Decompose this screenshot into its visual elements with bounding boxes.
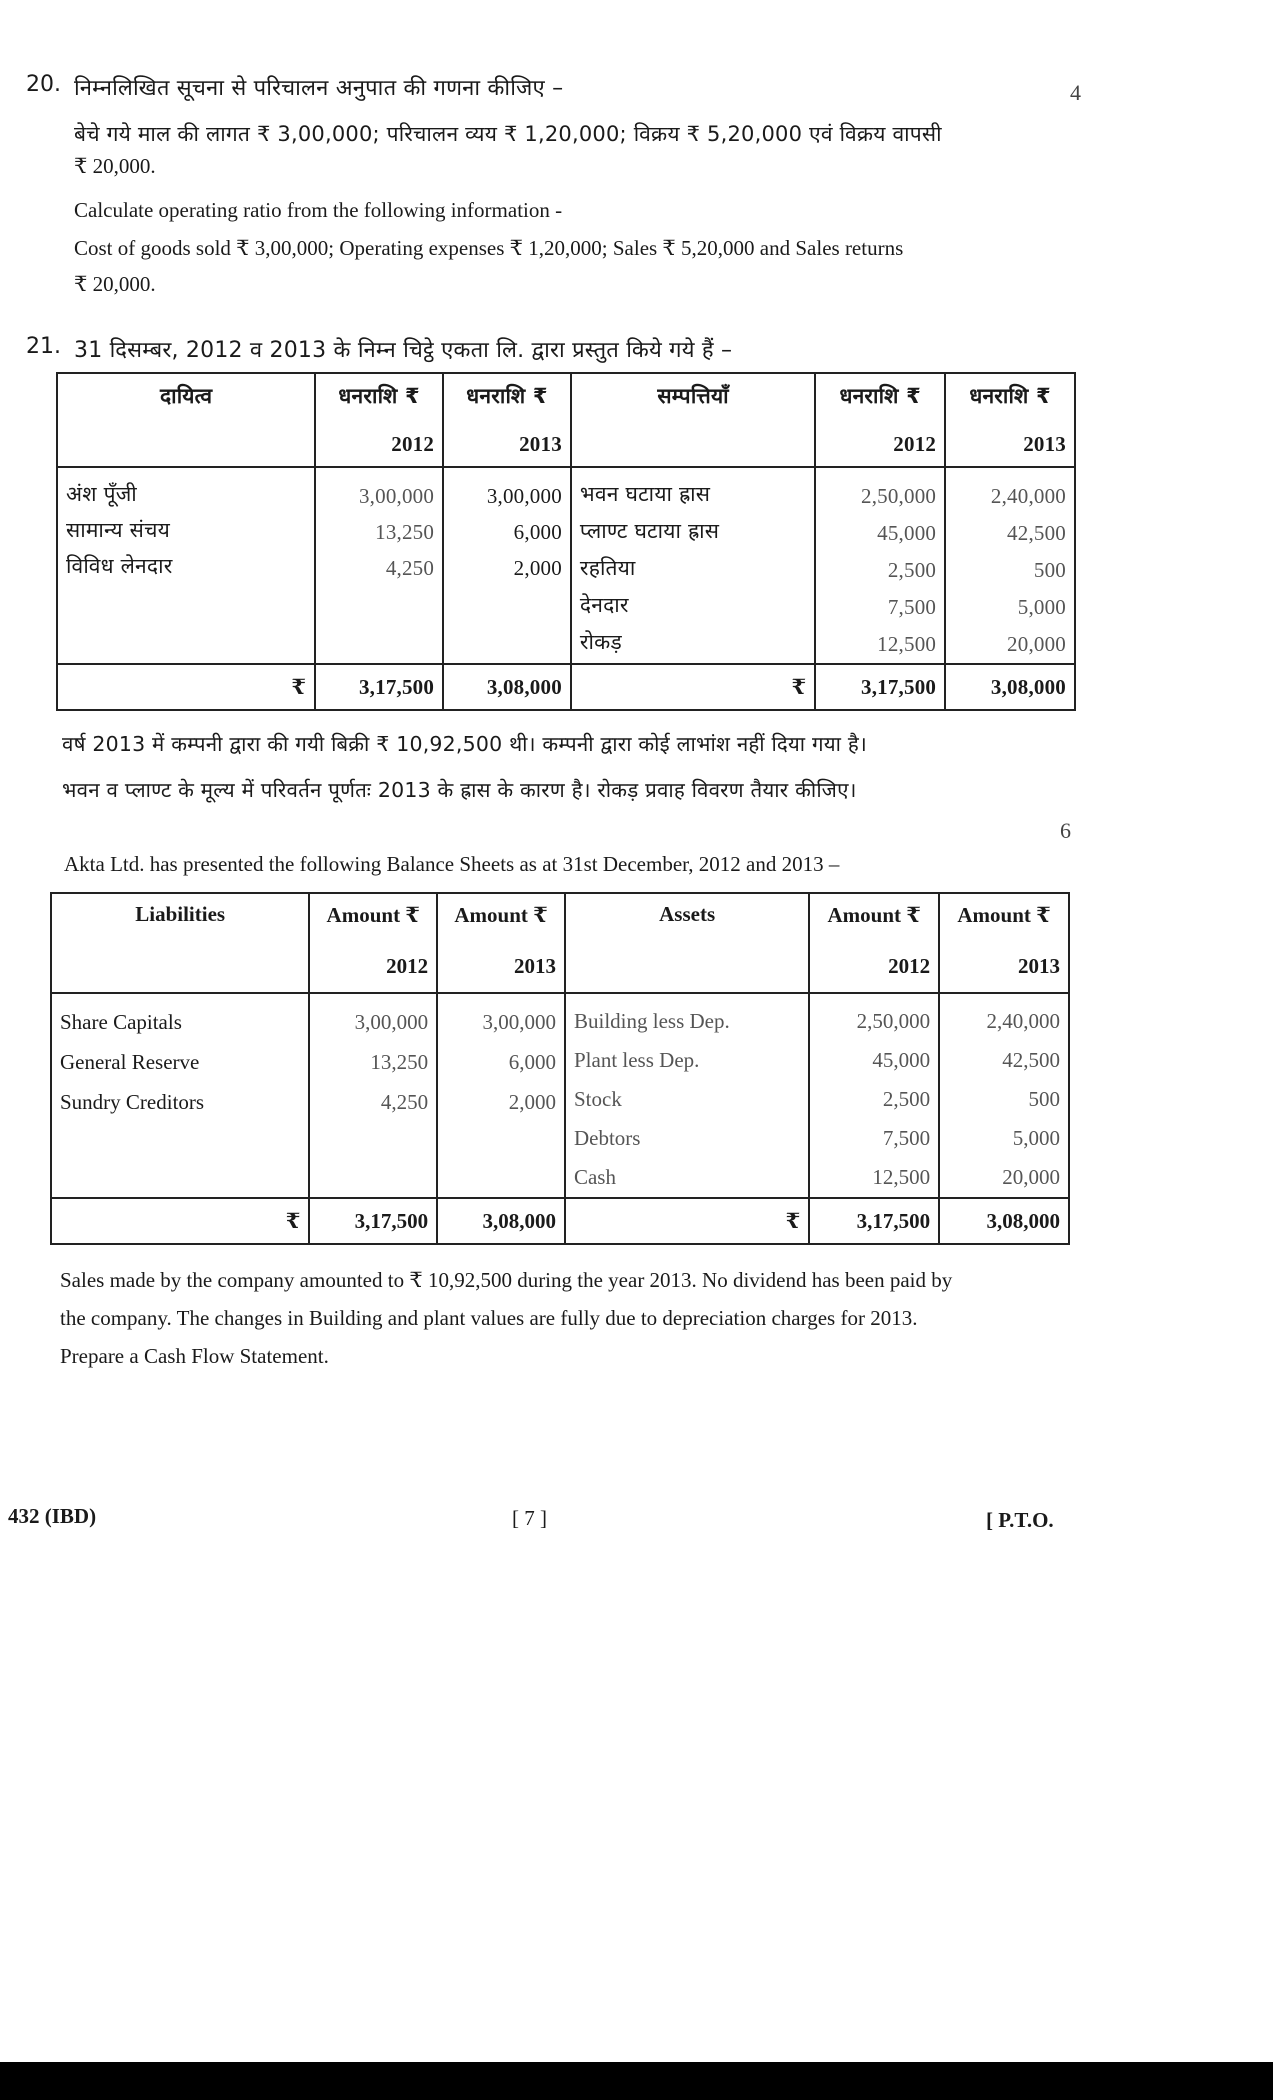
hindi-asset-2012-value: 2,50,000 bbox=[861, 484, 937, 508]
q20-english-line-1: Calculate operating ratio from the following information - bbox=[74, 198, 563, 222]
hindi-asset-item: भवन घटाया ह्रास bbox=[579, 482, 711, 506]
q21-english-paragraph-line-1: Sales made by the company amounted to ₹ 10,92,500 during the year 2013. No dividend has been paid by bbox=[60, 1268, 953, 1292]
q20-hindi-line-2: बेचे गये माल की लागत ₹ 3,00,000; परिचालन व्यय ₹ 1,20,000; विक्रय ₹ 5,20,000 एवं विक्रय वापसी bbox=[74, 122, 942, 146]
english-header-year: 2012 bbox=[386, 954, 429, 978]
hindi-asset-2012-value: 2,500 bbox=[887, 558, 937, 582]
english-header-amount: Amount ₹ bbox=[827, 903, 921, 927]
english-total-liab-2013: 3,08,000 bbox=[437, 1198, 565, 1244]
english-asset-2012-value: 2,50,000 bbox=[856, 1009, 931, 1033]
paper-code: 432 (IBD) bbox=[8, 1504, 97, 1528]
q21-english-paragraph-line-2: the company. The changes in Building and plant values are fully due to depreciation charges for 2013. bbox=[60, 1306, 918, 1330]
english-header-liabilities: Liabilities bbox=[135, 902, 226, 926]
q20-english-line-3: ₹ 20,000. bbox=[74, 272, 156, 296]
english-asset-item: Stock bbox=[573, 1087, 622, 1111]
english-total-liab-2012: 3,17,500 bbox=[309, 1198, 437, 1244]
hindi-total-rupee-symbol: ₹ bbox=[571, 664, 815, 710]
hindi-liability-2012-value: 13,250 bbox=[375, 520, 435, 544]
hindi-liability-2012-value: 3,00,000 bbox=[358, 484, 435, 508]
english-header-year: 2012 bbox=[888, 954, 931, 978]
hindi-header-year: 2012 bbox=[391, 432, 435, 456]
hindi-liability-2013-value: 2,000 bbox=[513, 556, 562, 580]
hindi-liability-item: विविध लेनदार bbox=[66, 554, 173, 578]
english-asset-2012-value: 7,500 bbox=[882, 1126, 931, 1150]
english-liability-2012-value: 4,250 bbox=[380, 1090, 429, 1114]
hindi-total-asset-2013: 3,08,000 bbox=[945, 664, 1075, 710]
english-asset-item: Debtors bbox=[573, 1126, 641, 1150]
hindi-total-rupee-symbol: ₹ bbox=[57, 664, 315, 710]
hindi-header-amount: धनराशि ₹ bbox=[969, 384, 1051, 408]
hindi-asset-2013-value: 500 bbox=[1033, 558, 1066, 582]
hindi-header-amount: धनराशि ₹ bbox=[338, 384, 420, 408]
english-header-amount: Amount ₹ bbox=[957, 903, 1051, 927]
hindi-table-header-row bbox=[57, 373, 1075, 467]
q21-english-paragraph-line-3: Prepare a Cash Flow Statement. bbox=[60, 1344, 329, 1368]
q21-hindi-paragraph-line-1: वर्ष 2013 में कम्पनी द्वारा की गयी बिक्री ₹ 10,92,500 थी। कम्पनी द्वारा कोई लाभांश नहीं दिया गया है। bbox=[62, 732, 867, 756]
english-table-header-row bbox=[51, 893, 1069, 993]
q21-hindi-intro: 31 दिसम्बर, 2012 व 2013 के निम्न चिट्ठे एकता लि. द्वारा प्रस्तुत किये गये हैं – bbox=[74, 338, 733, 363]
scan-bottom-edge bbox=[0, 2062, 1273, 2100]
hindi-asset-2012-value: 45,000 bbox=[877, 521, 937, 545]
hindi-asset-2012-value: 12,500 bbox=[877, 632, 937, 656]
english-header-assets: Assets bbox=[659, 902, 716, 926]
question-21-number: 21. bbox=[26, 334, 61, 359]
english-liability-2013-value: 2,000 bbox=[508, 1090, 556, 1114]
hindi-total-liab-2012: 3,17,500 bbox=[315, 664, 443, 710]
hindi-liability-2013-value: 6,000 bbox=[513, 520, 562, 544]
hindi-header-year: 2012 bbox=[893, 432, 937, 456]
english-table-body-row bbox=[51, 993, 1069, 1198]
hindi-liability-2012-value: 4,250 bbox=[385, 556, 435, 580]
hindi-liability-2013-value: 3,00,000 bbox=[486, 484, 562, 508]
hindi-liability-item: अंश पूँजी bbox=[66, 482, 137, 506]
english-header-amount: Amount ₹ bbox=[326, 903, 420, 927]
english-liability-2012-value: 13,250 bbox=[370, 1050, 429, 1074]
english-asset-2013-value: 500 bbox=[1028, 1087, 1060, 1111]
english-liability-item: Sundry Creditors bbox=[60, 1090, 205, 1114]
english-asset-item: Cash bbox=[573, 1165, 616, 1189]
q20-hindi-line-1: निम्नलिखित सूचना से परिचालन अनुपात की गणना कीजिए – bbox=[74, 76, 564, 101]
hindi-asset-item: रहतिया bbox=[579, 556, 636, 580]
english-header-year: 2013 bbox=[1018, 954, 1060, 978]
hindi-liability-item: सामान्य संचय bbox=[66, 518, 170, 542]
english-liability-2013-value: 3,00,000 bbox=[482, 1010, 556, 1034]
english-asset-2012-value: 2,500 bbox=[882, 1087, 931, 1111]
hindi-total-liab-2013: 3,08,000 bbox=[443, 664, 571, 710]
hindi-asset-2012-value: 7,500 bbox=[887, 595, 937, 619]
english-asset-2012-value: 12,500 bbox=[872, 1165, 931, 1189]
hindi-asset-2013-value: 20,000 bbox=[1007, 632, 1066, 656]
hindi-balance-sheet-table bbox=[56, 372, 1076, 711]
q21-marks: 6 bbox=[1060, 818, 1071, 843]
english-balance-sheet-table bbox=[50, 892, 1070, 1245]
english-total-rupee-symbol: ₹ bbox=[51, 1198, 309, 1244]
q21-english-intro: Akta Ltd. has presented the following Balance Sheets as at 31st December, 2012 and 2013 – bbox=[64, 852, 840, 876]
hindi-header-assets: सम्पत्तियाँ bbox=[657, 384, 729, 408]
hindi-asset-2013-value: 2,40,000 bbox=[990, 484, 1066, 508]
english-asset-2013-value: 5,000 bbox=[1012, 1126, 1060, 1150]
hindi-asset-item: रोकड़ bbox=[579, 630, 622, 654]
hindi-header-year: 2013 bbox=[519, 432, 562, 456]
page-number: [ 7 ] bbox=[512, 1506, 547, 1530]
q20-english-line-2: Cost of goods sold ₹ 3,00,000; Operating expenses ₹ 1,20,000; Sales ₹ 5,20,000 and Sales returns bbox=[74, 236, 904, 260]
please-turn-over: [ P.T.O. bbox=[986, 1508, 1054, 1532]
hindi-table-total-row bbox=[57, 664, 1075, 710]
hindi-table-body-row bbox=[57, 467, 1075, 664]
english-liability-item: Share Capitals bbox=[60, 1010, 182, 1034]
english-asset-2012-value: 45,000 bbox=[872, 1048, 931, 1072]
hindi-header-year: 2013 bbox=[1023, 432, 1066, 456]
english-header-amount: Amount ₹ bbox=[454, 903, 548, 927]
q20-hindi-line-3: ₹ 20,000. bbox=[74, 154, 156, 178]
q20-marks: 4 bbox=[1070, 80, 1081, 105]
hindi-total-asset-2012: 3,17,500 bbox=[815, 664, 945, 710]
english-total-asset-2013: 3,08,000 bbox=[939, 1198, 1069, 1244]
english-liability-2012-value: 3,00,000 bbox=[354, 1010, 429, 1034]
english-asset-2013-value: 2,40,000 bbox=[986, 1009, 1060, 1033]
english-asset-2013-value: 20,000 bbox=[1002, 1165, 1060, 1189]
english-liability-2013-value: 6,000 bbox=[508, 1050, 556, 1074]
hindi-asset-item: देनदार bbox=[579, 593, 629, 617]
question-20-number: 20. bbox=[26, 72, 61, 97]
hindi-asset-item: प्लाण्ट घटाया ह्रास bbox=[579, 519, 720, 543]
english-asset-item: Building less Dep. bbox=[573, 1009, 730, 1033]
english-asset-2013-value: 42,500 bbox=[1002, 1048, 1060, 1072]
hindi-asset-2013-value: 42,500 bbox=[1007, 521, 1066, 545]
english-total-rupee-symbol: ₹ bbox=[565, 1198, 809, 1244]
q21-hindi-paragraph-line-2: भवन व प्लाण्ट के मूल्य में परिवर्तन पूर्णतः 2013 के ह्रास के कारण है। रोकड़ प्रवाह विवरण तैयार कीजिए। bbox=[62, 778, 857, 802]
english-liability-item: General Reserve bbox=[60, 1050, 200, 1074]
english-header-year: 2013 bbox=[513, 954, 556, 978]
hindi-header-amount: धनराशि ₹ bbox=[466, 384, 548, 408]
hindi-header-liabilities: दायित्व bbox=[159, 384, 213, 408]
hindi-asset-2013-value: 5,000 bbox=[1017, 595, 1066, 619]
hindi-header-amount: धनराशि ₹ bbox=[839, 384, 921, 408]
english-asset-item: Plant less Dep. bbox=[573, 1048, 700, 1072]
english-table-total-row bbox=[51, 1198, 1069, 1244]
english-total-asset-2012: 3,17,500 bbox=[809, 1198, 939, 1244]
